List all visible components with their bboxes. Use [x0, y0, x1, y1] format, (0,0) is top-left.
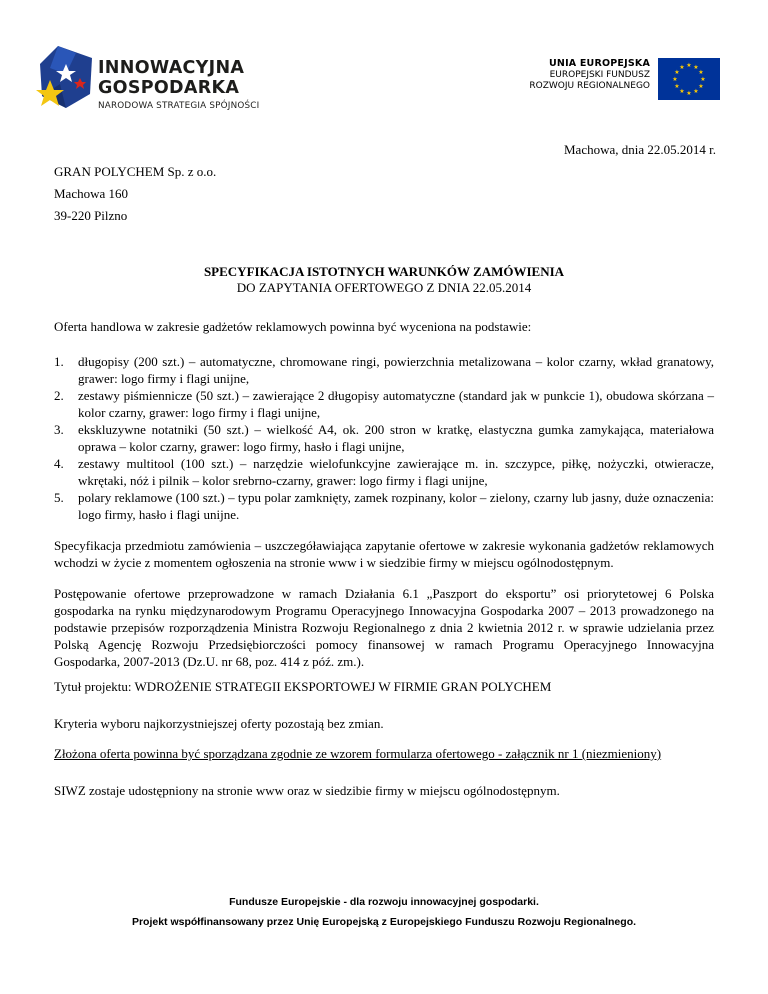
place-date: Machowa, dnia 22.05.2014 r.: [563, 142, 716, 157]
svg-text:★: ★: [693, 64, 699, 71]
logo-text-strategy: NARODOWA STRATEGIA SPÓJNOŚCI: [98, 101, 260, 111]
list-item: [54, 353, 714, 387]
list-item-text: ekskluzywne notatniki (50 szt.) – wielkość A4, ok. 200 stron w kratkę, elastyczna gumka zamykająca, materiałowa oprawa – kolor czarny, grawer: logo firmy, hasło i flagi unijne,: [78, 422, 714, 454]
logo-text-innowacyjna: INNOWACYJNA: [98, 58, 245, 78]
specification-paragraph: Specyfikacja przedmiotu zamówienia – uszczegóławiająca zapytanie ofertowe w zakresie wykonania gadżetów reklamowych wchodzi w życie z momentem ogłoszenia na stronie www i w siedzibie firmy w miejscu ogólnodostępnym.: [54, 538, 714, 570]
procedure-paragraph: Postępowanie ofertowe przeprowadzone w ramach Działania 6.1 „Paszport do eksportu” osi priorytetowej 6 Polska gospodarka na rynku międzynarodowym Programu Operacyjnego Innowacyjna Gospodarka 2007 – 2013 prowadzonego na podstawie przepisów rozporządzenia Ministra Rozwoju Regionalnego z dnia 2 kwietnia 2012 r. w sprawie udzielania przez Polską Agencję Rozwoju Przedsiębiorczości pomocy finansowej w ramach Programu Operacyjnego Innowacyjna Gospodarka, 2007-2013 (Dz.U. nr 68, poz. 414 z póź. zm.).: [54, 586, 714, 669]
svg-text:★: ★: [698, 83, 704, 90]
svg-text:★: ★: [698, 69, 704, 76]
star-emblem-icon: [36, 44, 94, 112]
svg-text:★: ★: [686, 62, 692, 69]
intro-paragraph: Oferta handlowa w zakresie gadżetów reklamowych powinna być wyceniona na podstawie:: [54, 319, 532, 334]
list-item-text: polary reklamowe (100 szt.) – typu polar zamknięty, zamek rozpinany, kolor – zielony, czarny lub jasny, duże oznaczenia: logo firmy, hasło i flagi unijne.: [78, 490, 714, 522]
eu-flag-icon: [658, 58, 720, 100]
list-item-number: 4.: [54, 456, 64, 471]
criteria-paragraph: Kryteria wyboru najkorzystniejszej oferty pozostają bez zmian.: [54, 716, 384, 731]
svg-text:★: ★: [679, 64, 685, 71]
svg-text:★: ★: [674, 83, 680, 90]
svg-text:★: ★: [693, 88, 699, 95]
document-title: [0, 264, 768, 280]
innowacyjna-gospodarka-logo: [36, 44, 276, 114]
company-street: Machowa 160: [54, 186, 129, 201]
list-item: [54, 489, 714, 523]
list-item-text: długopisy (200 szt.) – automatyczne, chromowane ringi, powierzchnia metalizowana – kolor czarny, wkład granatowy, grawer: logo firmy i flagi unijne,: [78, 354, 714, 386]
items-list: [54, 353, 714, 523]
list-item-number: 2.: [54, 388, 64, 403]
list-item: [54, 455, 714, 489]
document-title-line1: SPECYFIKACJA ISTOTNYCH WARUNKÓW ZAMÓWIENIA: [203, 264, 565, 279]
company-name: GRAN POLYCHEM Sp. z o.o.: [54, 164, 217, 179]
list-item-text: zestawy multitool (100 szt.) – narzędzie wielofunkcyjne zawierające m. in. szczypce, piłkę, nożyczki, otwieracze, wkrętaki, nóż i pilnik – kolor srebrno-czarny, grawer: logo firmy i flagi unijne,: [78, 456, 714, 488]
eu-logo-line1: UNIA EUROPEJSKA: [549, 58, 650, 69]
svg-text:★: ★: [674, 69, 680, 76]
company-city: 39-220 Pilzno: [54, 208, 128, 223]
list-item-number: 1.: [54, 354, 64, 369]
project-title: Tytuł projektu: WDROŻENIE STRATEGII EKSPORTOWEJ W FIRMIE GRAN POLYCHEM: [54, 679, 552, 694]
list-item: [54, 387, 714, 421]
eu-logo-text: [529, 58, 650, 91]
svg-text:★: ★: [679, 88, 685, 95]
siwz-note: SIWZ zostaje udostępniony na stronie www oraz w siedzibie firmy w miejscu ogólnodostępnym.: [54, 783, 560, 798]
logo-text-gospodarka: GOSPODARKA: [98, 78, 240, 98]
list-item: [54, 421, 714, 455]
list-item-number: 3.: [54, 422, 64, 437]
footer-line2: Projekt współfinansowany przez Unię Europejską z Europejskiego Funduszu Rozwoju Regionalnego.: [131, 916, 637, 928]
footer-line1: Fundusze Europejskie - dla rozwoju innowacyjnej gospodarki.: [229, 896, 539, 908]
list-item-number: 5.: [54, 490, 64, 505]
document-subtitle: DO ZAPYTANIA OFERTOWEGO Z DNIA 22.05.2014: [236, 280, 532, 295]
eu-logo-line3: ROZWOJU REGIONALNEGO: [529, 81, 650, 91]
svg-text:★: ★: [700, 76, 706, 83]
form-note: Złożona oferta powinna być sporządzana zgodnie ze wzorem formularza ofertowego - załącznik nr 1 (niezmieniony): [54, 746, 662, 761]
svg-text:★: ★: [672, 76, 678, 83]
list-item-text: zestawy piśmiennicze (50 szt.) – zawierające 2 długopisy automatyczne (standard jak w punkcie 1), obudowa skórzana – kolor czarny, grawer: logo firmy i flagi unijne,: [78, 388, 714, 420]
svg-text:★: ★: [686, 90, 692, 97]
eu-logo-line2: EUROPEJSKI FUNDUSZ: [549, 70, 650, 80]
eu-logo: [480, 58, 720, 102]
